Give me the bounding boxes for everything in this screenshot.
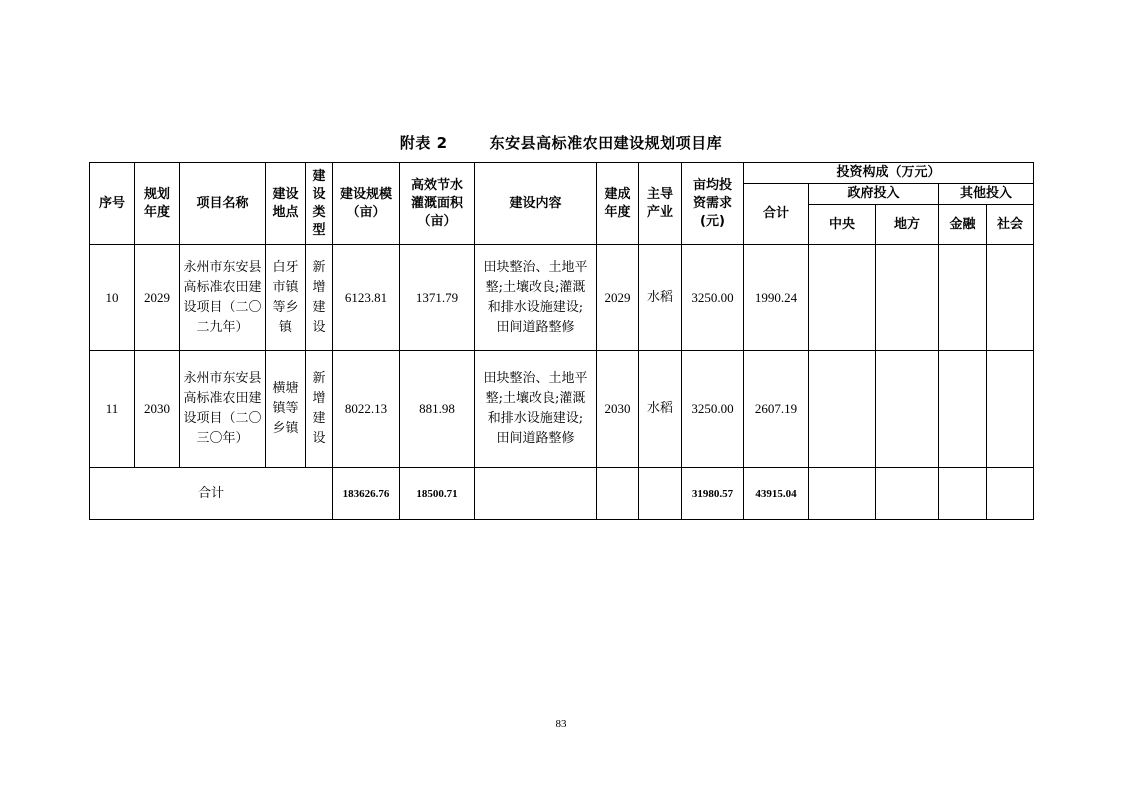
row-society — [987, 245, 1034, 351]
row-content: 田块整治、土地平整;土壤改良;灌溉和排水设施建设;田间道路整修 — [475, 245, 597, 351]
header-scale: 建设规模（亩） — [333, 163, 400, 245]
row-industry: 水稻 — [639, 351, 682, 468]
header-other: 其他投入 — [939, 184, 1034, 205]
project-table — [89, 162, 1034, 520]
row-central — [809, 245, 876, 351]
header-local: 地方 — [876, 205, 939, 245]
summary-finance — [939, 468, 987, 520]
summary-local — [876, 468, 939, 520]
row-done-year: 2030 — [597, 351, 639, 468]
summary-row — [90, 468, 1034, 520]
summary-scale: 183626.76 — [333, 468, 400, 520]
summary-central — [809, 468, 876, 520]
summary-done-year — [597, 468, 639, 520]
row-industry: 水稻 — [639, 245, 682, 351]
row-seq: 11 — [90, 351, 135, 468]
summary-total: 43915.04 — [744, 468, 809, 520]
row-local — [876, 245, 939, 351]
row-seq: 10 — [90, 245, 135, 351]
header-seq: 序号 — [90, 163, 135, 245]
table-row — [90, 245, 1034, 351]
row-total: 2607.19 — [744, 351, 809, 468]
table-row — [90, 351, 1034, 468]
row-water-area: 1371.79 — [400, 245, 475, 351]
row-name: 永州市东安县高标准农田建设项目（二〇三〇年） — [180, 351, 266, 468]
header-water-area: 高效节水灌溉面积（亩） — [400, 163, 475, 245]
row-type: 新增建设 — [306, 245, 333, 351]
header-total: 合计 — [744, 184, 809, 245]
header-per-mu: 亩均投资需求(元) — [682, 163, 744, 245]
header-gov: 政府投入 — [809, 184, 939, 205]
header-type: 建设类型 — [306, 163, 333, 245]
row-finance — [939, 245, 987, 351]
row-total: 1990.24 — [744, 245, 809, 351]
row-plan-year: 2029 — [135, 245, 180, 351]
row-content: 田块整治、土地平整;土壤改良;灌溉和排水设施建设;田间道路整修 — [475, 351, 597, 468]
row-per-mu: 3250.00 — [682, 245, 744, 351]
summary-content — [475, 468, 597, 520]
row-name: 永州市东安县高标准农田建设项目（二〇二九年） — [180, 245, 266, 351]
row-plan-year: 2030 — [135, 351, 180, 468]
row-scale: 8022.13 — [333, 351, 400, 468]
row-type: 新增建设 — [306, 351, 333, 468]
row-local — [876, 351, 939, 468]
row-water-area: 881.98 — [400, 351, 475, 468]
header-done-year: 建成年度 — [597, 163, 639, 245]
page-number: 83 — [555, 718, 567, 730]
summary-per-mu: 31980.57 — [682, 468, 744, 520]
header-central: 中央 — [809, 205, 876, 245]
title-text: 东安县高标准农田建设规划项目库 — [489, 134, 723, 152]
summary-water-area: 18500.71 — [400, 468, 475, 520]
table-title — [0, 132, 1122, 153]
header-finance: 金融 — [939, 205, 987, 245]
row-done-year: 2029 — [597, 245, 639, 351]
summary-society — [987, 468, 1034, 520]
row-location: 白牙市镇等乡镇 — [266, 245, 306, 351]
row-location: 横塘镇等乡镇 — [266, 351, 306, 468]
row-per-mu: 3250.00 — [682, 351, 744, 468]
row-finance — [939, 351, 987, 468]
header-plan-year: 规划年度 — [135, 163, 180, 245]
header-content: 建设内容 — [475, 163, 597, 245]
row-central — [809, 351, 876, 468]
row-society — [987, 351, 1034, 468]
header-industry: 主导产业 — [639, 163, 682, 245]
header-location: 建设地点 — [266, 163, 306, 245]
header-name: 项目名称 — [180, 163, 266, 245]
appendix-label: 附表 2 — [399, 134, 448, 152]
summary-label: 合计 — [90, 468, 333, 520]
row-scale: 6123.81 — [333, 245, 400, 351]
header-society: 社会 — [987, 205, 1034, 245]
summary-industry — [639, 468, 682, 520]
header-investment: 投资构成（万元） — [744, 163, 1034, 184]
